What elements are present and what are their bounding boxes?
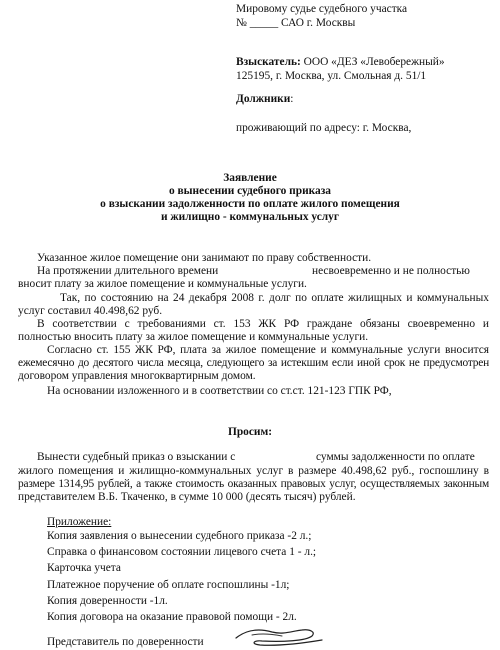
body-p4b: полностью вносить плату за жилое помещение и коммунальные услуги. bbox=[18, 331, 369, 343]
title-line-3: о взыскании задолженности по оплате жилого помещения bbox=[100, 198, 400, 210]
request-r3: размере 1314,95 рублей, а также стоимость оказанных правовых услуг, осуществляемых законным bbox=[18, 478, 489, 490]
court-number-line: № _____ САО г. Москвы bbox=[236, 17, 356, 29]
body-p3a: Так, по состоянию на 24 декабря 2008 г. долг по оплате жилищных и коммунальных bbox=[60, 292, 489, 304]
request-r1a: Вынести судебный приказ о взыскании с bbox=[37, 451, 236, 463]
title-line-4: и жилищно - коммунальных услуг bbox=[160, 211, 340, 223]
attachment-item: Копия договора на оказание правовой помощи - 2л. bbox=[47, 611, 297, 623]
attachment-item: Карточка учета bbox=[47, 562, 121, 574]
attachments-heading: Приложение: bbox=[47, 516, 112, 528]
claimant-address: 125195, г. Москва, ул. Смольная д. 51/1 bbox=[236, 70, 427, 82]
body-p3b: услуг составил 40.498,62 руб. bbox=[18, 305, 163, 317]
body-p2b: несвоевременно и не полностью bbox=[312, 265, 470, 277]
title-line-2: о вынесении судебного приказа bbox=[168, 185, 332, 197]
body-p1: Указанное жилое помещение они занимают по праву собственности. bbox=[37, 252, 372, 264]
title-line-1: Заявление bbox=[223, 172, 277, 184]
attachment-item: Копия доверенности -1л. bbox=[47, 595, 168, 607]
representative-label: Представитель по доверенности bbox=[47, 636, 204, 648]
attachment-item: Платежное поручение об оплате госпошлины -1л; bbox=[47, 579, 290, 591]
body-p5c: договором управления многоквартирным домом. bbox=[18, 370, 256, 382]
attachment-item: Копия заявления о вынесении судебного приказа -2 л.; bbox=[47, 530, 312, 542]
debtors-colon: : bbox=[290, 93, 294, 105]
request-r2: жилого помещения и жилищно-коммунальных услуг в размере 40.498,62 руб., госпошлину в bbox=[18, 465, 489, 477]
court-addressee-line: Мировому судье судебного участка bbox=[236, 3, 408, 15]
debtors-line bbox=[236, 93, 293, 106]
request-r1b: суммы задолженности по оплате bbox=[316, 451, 475, 463]
debtors-label: Должники bbox=[236, 93, 291, 105]
claimant-name: ООО «ДЕЗ «Левобережный» bbox=[300, 56, 445, 68]
body-p4a: В соответствии с требованиями ст. 153 ЖК РФ граждане обязаны своевременно и bbox=[37, 318, 489, 330]
body-p5a: Согласно ст. 155 ЖК РФ, плата за жилое помещение и коммунальные услуги вносится bbox=[47, 344, 489, 356]
attachment-item: Справка о финансовом состоянии лицевого счета 1 - л.; bbox=[47, 546, 317, 558]
body-p5b: ежемесячно до десятого числа месяца, следующего за истекшим если иной срок не предусмотрен bbox=[18, 357, 489, 369]
debtor-residence: проживающий по адресу: г. Москва, bbox=[236, 122, 412, 134]
request-heading: Просим: bbox=[227, 426, 273, 438]
claimant-line bbox=[236, 56, 445, 69]
body-p6: На основании изложенного и в соответствии со ст.ст. 121-123 ГПК РФ, bbox=[47, 385, 392, 397]
body-p2c: вносит плату за жилое помещение и коммунальные услуги. bbox=[18, 278, 307, 290]
signature-image bbox=[232, 622, 332, 650]
request-r4: представителем В.Б. Ткаченко, в сумме 10 000 (десять тысяч) рублей. bbox=[18, 491, 356, 503]
claimant-label: Взыскатель: bbox=[236, 56, 301, 68]
body-p2a: На протяжении длительного времени bbox=[37, 265, 219, 277]
